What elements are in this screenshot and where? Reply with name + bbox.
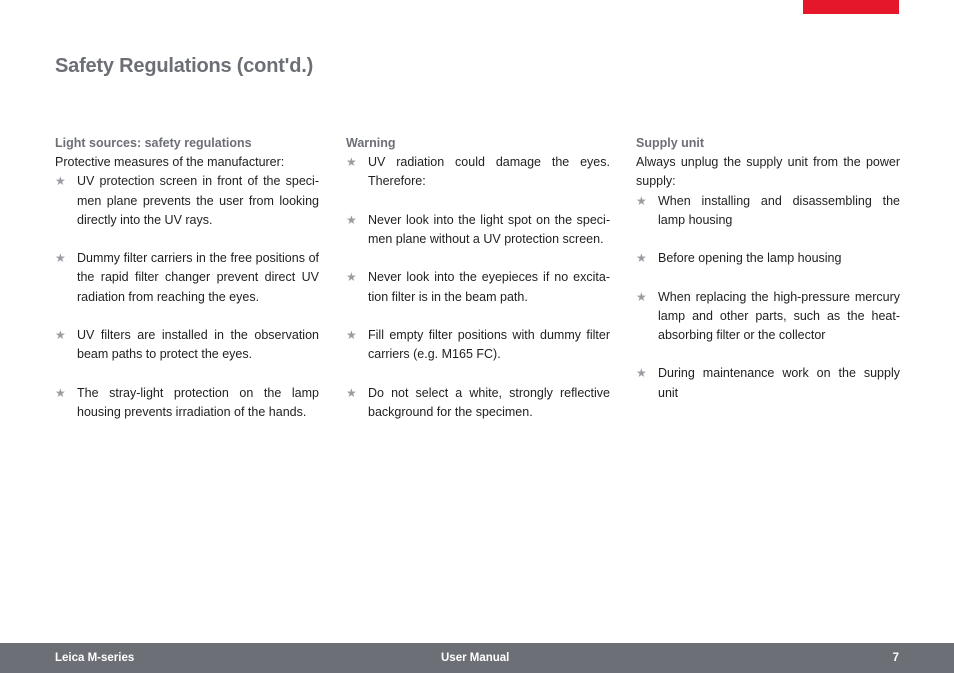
list-item-text: The stray-light protection on the lamp housing prevents irradiation of the hands. bbox=[77, 385, 319, 419]
star-bullet-icon: ★ bbox=[55, 251, 66, 266]
list-item bbox=[636, 364, 900, 402]
section-heading: Supply unit bbox=[636, 136, 705, 150]
star-bullet-icon: ★ bbox=[55, 327, 66, 342]
page-footer bbox=[0, 643, 954, 673]
star-bullet-icon: ★ bbox=[636, 289, 647, 304]
footer-page-number: 7 bbox=[892, 652, 899, 664]
star-bullet-icon: ★ bbox=[346, 155, 357, 170]
section-intro: Protective measures of the manufacturer: bbox=[55, 155, 285, 170]
page-title: Safety Regulations (cont'd.) bbox=[55, 55, 314, 77]
list-item bbox=[55, 249, 319, 307]
star-bullet-icon: ★ bbox=[346, 212, 357, 227]
list-item-text: Before opening the lamp housing bbox=[658, 251, 842, 266]
list-item bbox=[636, 192, 900, 230]
column-supply-unit bbox=[636, 134, 900, 403]
list-item bbox=[636, 288, 900, 346]
footer-document-name: User Manual bbox=[441, 652, 510, 664]
list-item-text: When installing and disassembling the lamp housing bbox=[658, 193, 900, 227]
star-bullet-icon: ★ bbox=[636, 251, 647, 266]
list-item-text: UV protection screen in front of the speci-men plane prevents the user from looking directly into the UV rays. bbox=[77, 174, 319, 227]
list-item bbox=[636, 249, 900, 268]
column-warning bbox=[346, 134, 610, 422]
star-bullet-icon: ★ bbox=[55, 174, 66, 189]
list-item bbox=[346, 211, 610, 249]
list-item-text: Never look into the eyepieces if no excita-tion filter is in the beam path. bbox=[368, 270, 610, 304]
list-item bbox=[55, 172, 319, 230]
section-heading: Warning bbox=[346, 136, 396, 150]
list-item-text: Fill empty filter positions with dummy filter carriers (e.g. M165 FC). bbox=[368, 327, 610, 362]
list-item-text: When replacing the high-pressure mercury lamp and other parts, such as the heat-absorbing filter or the collector bbox=[658, 289, 900, 342]
list-item-text: UV filters are installed in the observation beam paths to protect the eyes. bbox=[77, 327, 319, 362]
list-item bbox=[55, 384, 319, 422]
list-item-text: Never look into the light spot on the speci-men plane without a UV protection screen. bbox=[368, 212, 610, 246]
star-bullet-icon: ★ bbox=[636, 366, 647, 381]
section-heading: Light sources: safety regulations bbox=[55, 136, 252, 150]
star-bullet-icon: ★ bbox=[636, 193, 647, 208]
star-bullet-icon: ★ bbox=[55, 385, 66, 400]
list-item bbox=[346, 153, 610, 191]
list-item bbox=[346, 384, 610, 422]
brand-accent-tab bbox=[803, 0, 899, 14]
footer-product-name: Leica M-series bbox=[55, 652, 135, 664]
star-bullet-icon: ★ bbox=[346, 327, 357, 342]
star-bullet-icon: ★ bbox=[346, 270, 357, 285]
list-item-text: UV radiation could damage the eyes. Therefore: bbox=[368, 155, 610, 189]
section-intro: Always unplug the supply unit from the power supply: bbox=[636, 155, 900, 189]
column-light-sources bbox=[55, 134, 319, 422]
list-item-text: Do not select a white, strongly reflective background for the specimen. bbox=[368, 385, 610, 419]
star-bullet-icon: ★ bbox=[346, 385, 357, 400]
list-item bbox=[346, 326, 610, 364]
list-item bbox=[346, 268, 610, 306]
list-item bbox=[55, 326, 319, 364]
list-item-text: During maintenance work on the supply unit bbox=[658, 366, 900, 400]
list-item-text: Dummy filter carriers in the free positions of the rapid filter changer prevent direct UV radiation from reaching the eyes. bbox=[77, 251, 319, 304]
